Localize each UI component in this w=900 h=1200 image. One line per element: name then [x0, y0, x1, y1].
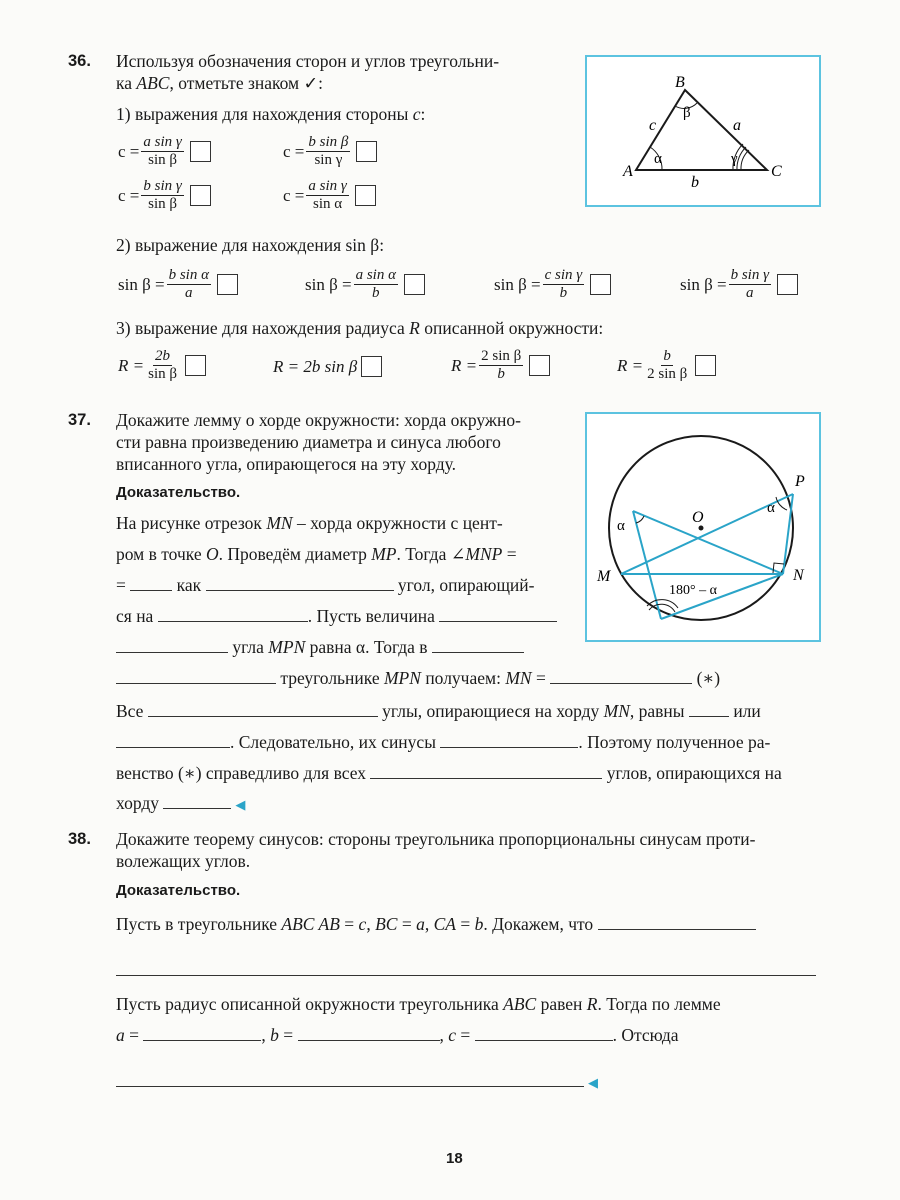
answer-blank[interactable] — [130, 575, 172, 591]
task37-proof-line7: Все углы, опирающиеся на хорду MN, равны или — [116, 701, 761, 721]
task38-proof-line5 — [116, 1070, 598, 1094]
triangle-figure — [585, 55, 821, 207]
answer-blank[interactable] — [298, 1025, 440, 1041]
task36-statement-line2: ка ABC, отметьте знаком ✓: — [116, 73, 324, 93]
angle-gamma-label: γ — [731, 151, 738, 167]
task37-statement-line1: Докажите лемму о хорде окружности: хорда окружно- — [116, 410, 521, 430]
vertex-C-label: C — [771, 163, 782, 180]
angle-beta-label: β — [683, 105, 691, 121]
angle-180-minus-alpha-label: 180° – α — [669, 583, 717, 598]
answer-blank[interactable] — [440, 732, 578, 748]
point-N-label: N — [793, 567, 804, 584]
answer-blank[interactable] — [158, 606, 308, 622]
answer-blank[interactable] — [143, 1025, 261, 1041]
task36-statement-line1: Используя обозначения сторон и углов треугольни- — [116, 51, 500, 71]
checkbox-q1-4[interactable] — [355, 185, 376, 206]
q3-option-3: R = $\frac{\text{2 sin β}}{b}$ — [451, 348, 550, 383]
angle-alpha-at-P-label: α — [767, 500, 775, 516]
answer-blank[interactable] — [550, 668, 692, 684]
checkbox-q2-3[interactable] — [590, 274, 611, 295]
answer-blank[interactable] — [116, 1071, 584, 1087]
task-number-38: 38. — [68, 830, 91, 848]
q2-option-1: sin β = $\frac{\text{b sin α}}{a}$ — [118, 267, 238, 302]
task37-statement-line3: вписанного угла, опирающегося на эту хорду. — [116, 454, 457, 474]
task38-proof-line1: Пусть в треугольнике ABC AB = c, BC = a, CA = b. Докажем, что — [116, 913, 756, 935]
task37-proof-line9: венство (∗) справедливо для всех углов, опирающихся на — [116, 763, 782, 783]
point-M-label: M — [597, 568, 611, 585]
task36-q2-heading: 2) выражение для нахождения sin β: — [116, 235, 385, 255]
answer-blank[interactable] — [163, 793, 231, 809]
answer-blank[interactable] — [116, 732, 230, 748]
answer-blank[interactable] — [475, 1025, 613, 1041]
q2-option-4: sin β = $\frac{\text{b sin γ}}{a}$ — [680, 267, 798, 302]
task37-proof-label: Доказательство. — [116, 484, 241, 501]
task38-statement-line1: Докажите теорему синусов: стороны треугольника пропорциональны синусам проти- — [116, 829, 756, 849]
task38-proof-line2 — [116, 959, 816, 981]
answer-blank[interactable] — [439, 606, 557, 622]
answer-blank[interactable] — [370, 763, 602, 779]
side-c-label: c — [649, 117, 657, 134]
answer-blank[interactable] — [116, 960, 816, 976]
task37-proof-line2: ром в точке O. Проведём диаметр MP. Тогда ∠MNP = — [116, 544, 517, 564]
angle-alpha-label: α — [654, 151, 662, 167]
checkbox-q3-1[interactable] — [185, 355, 206, 376]
vertex-B-label: B — [675, 74, 685, 91]
checkbox-q2-4[interactable] — [777, 274, 798, 295]
q2-option-2: sin β = $\frac{\text{a sin α}}{b}$ — [305, 267, 425, 302]
checkbox-q1-1[interactable] — [190, 141, 211, 162]
answer-blank[interactable] — [116, 668, 276, 684]
vertex-A-label: A — [623, 163, 633, 180]
answer-blank[interactable] — [148, 701, 378, 717]
q2-option-3: sin β = $\frac{\text{c sin γ}}{b}$ — [494, 267, 611, 302]
angle-alpha-at-M-label: α — [617, 518, 625, 534]
checkbox-q3-3[interactable] — [529, 355, 550, 376]
answer-blank[interactable] — [116, 637, 228, 653]
q1-option-3: c = $\frac{\text{b sin γ}}{\text{sin β}}$ — [118, 178, 211, 213]
checkbox-q1-2[interactable] — [356, 141, 377, 162]
q1-option-2: c = $\frac{\text{b sin β}}{\text{sin γ}}$ — [283, 134, 377, 169]
task38-statement-line2: волежащих углов. — [116, 851, 251, 871]
circle-figure — [585, 412, 821, 642]
checkbox-q2-2[interactable] — [404, 274, 425, 295]
task37-statement-line2: сти равна произведению диаметра и синуса любого — [116, 432, 501, 452]
checkbox-q2-1[interactable] — [217, 274, 238, 295]
task37-proof-line5: угла MPN равна α. Тогда в — [116, 636, 524, 658]
task-number-37: 37. — [68, 411, 91, 429]
task36-q1-heading: 1) выражения для нахождения стороны c: — [116, 104, 426, 124]
task36-q3-heading: 3) выражение для нахождения радиуса R описанной окружности: — [116, 318, 604, 338]
task38-proof-line4: a = , b = , c = . Отсюда — [116, 1025, 679, 1045]
side-a-label: a — [733, 117, 741, 134]
q3-option-2: R = 2b sin β — [273, 356, 382, 377]
task38-proof-line3: Пусть радиус описанной окружности треугольника ABC равен R. Тогда по лемме — [116, 994, 721, 1014]
checkbox-q1-3[interactable] — [190, 185, 211, 206]
q3-option-4: R = $\frac{b}{\text{2 sin β}}$ — [617, 348, 716, 383]
task37-proof-line1: На рисунке отрезок MN – хорда окружности с цент- — [116, 513, 503, 533]
task37-proof-line4: ся на . Пусть величина — [116, 605, 557, 627]
q3-option-1: R = $\frac{2b}{\text{sin β}}$ — [118, 348, 206, 383]
page-number: 18 — [446, 1150, 463, 1167]
task38-proof-label: Доказательство. — [116, 882, 241, 899]
checkbox-q3-2[interactable] — [361, 356, 382, 377]
answer-blank[interactable] — [598, 914, 756, 930]
center-O-label: O — [692, 509, 704, 526]
answer-blank[interactable] — [689, 701, 729, 717]
task37-proof-line10: хорду ◀ — [116, 793, 246, 813]
point-P-label: P — [795, 473, 805, 490]
q1-option-4: c = $\frac{\text{a sin γ}}{\text{sin α}}$ — [283, 178, 376, 213]
q1-option-1: c = $\frac{\text{a sin γ}}{\text{sin β}}$ — [118, 134, 211, 169]
task-number-36: 36. — [68, 52, 91, 70]
task37-proof-line3: = как угол, опирающий- — [116, 575, 535, 595]
end-marker-icon: ◀ — [235, 797, 246, 812]
answer-blank[interactable] — [432, 637, 524, 653]
task37-proof-line8: . Следовательно, их синусы . Поэтому полученное ра- — [116, 731, 770, 753]
answer-blank[interactable] — [206, 575, 394, 591]
task37-proof-line6: треугольнике MPN получаем: MN = (∗) — [116, 667, 720, 689]
checkbox-q3-4[interactable] — [695, 355, 716, 376]
end-marker-icon: ◀ — [588, 1075, 598, 1090]
side-b-label: b — [691, 174, 699, 191]
